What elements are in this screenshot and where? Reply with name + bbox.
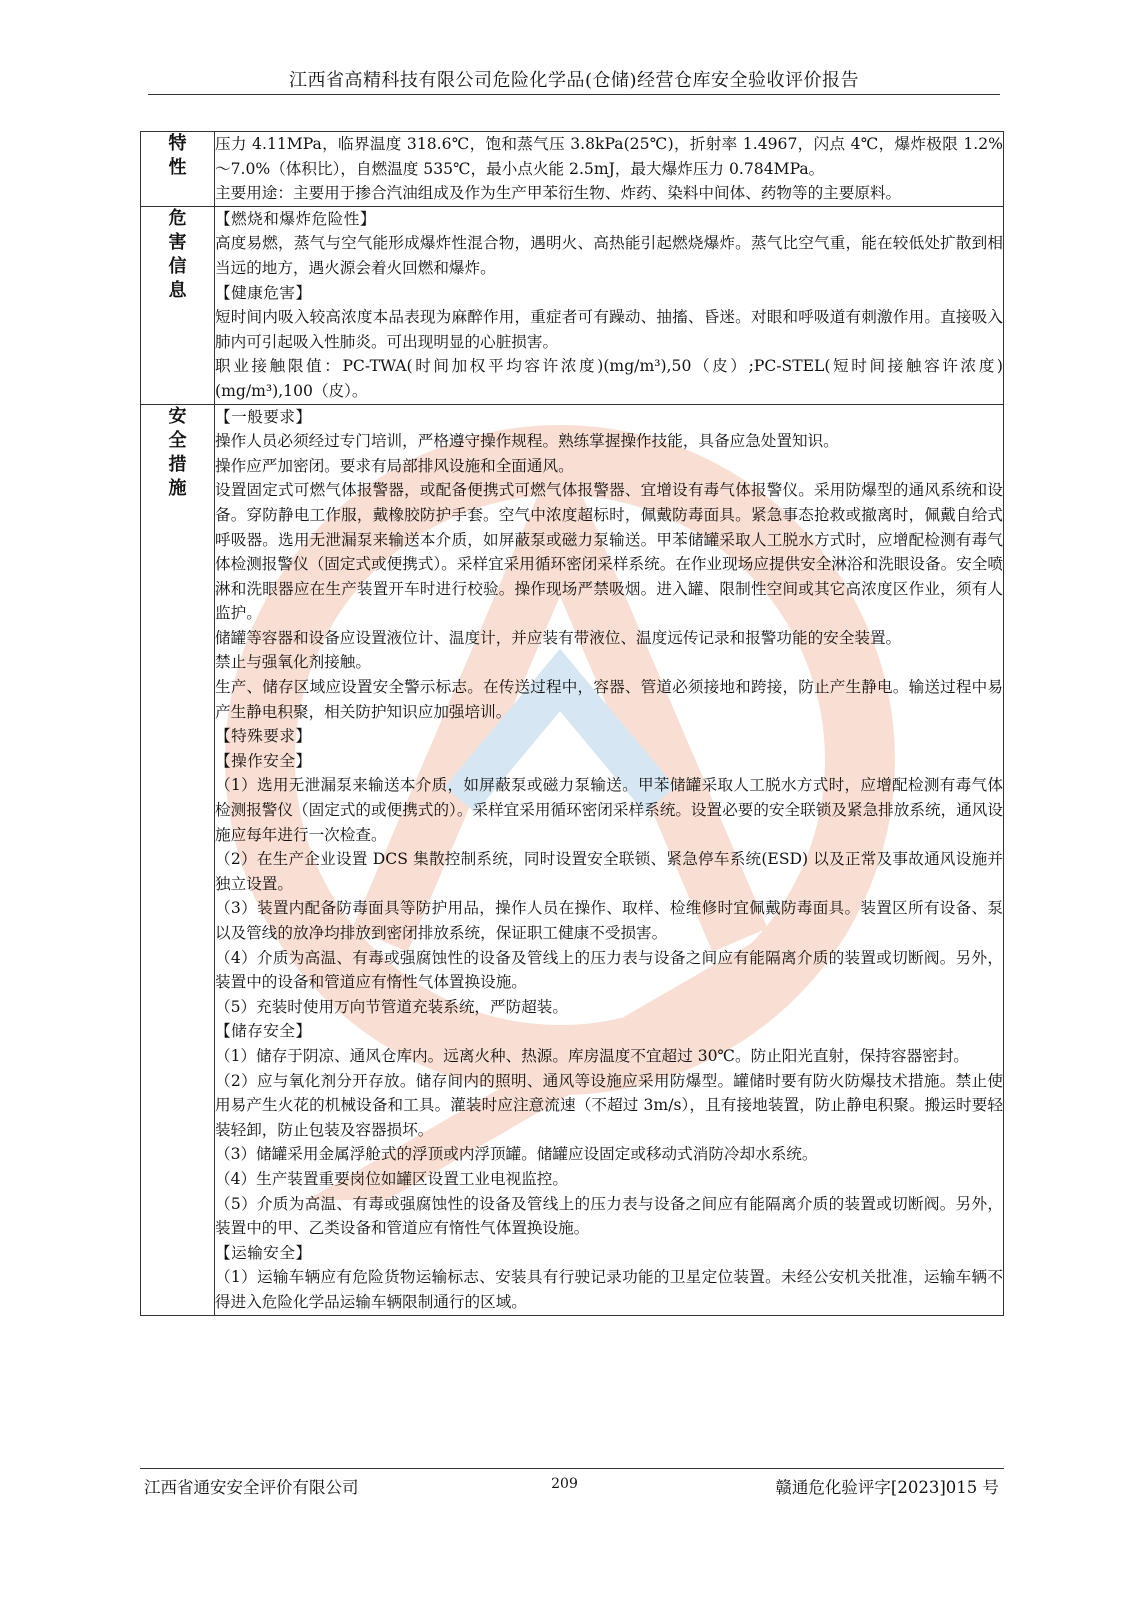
- paragraph: 操作应严加密闭。要求有局部排风设施和全面通风。: [215, 456, 574, 475]
- footer-company: 江西省通安安全评价有限公司: [144, 1478, 359, 1497]
- safety-data-table: [140, 131, 1004, 1316]
- table-row-hazard-info: [141, 206, 1004, 404]
- heading-char: 危: [168, 207, 187, 229]
- paragraph: 储罐等容器和设备应设置液位计、温度计，并应装有带液位、温度远传记录和报警功能的安全装置。: [215, 628, 902, 647]
- section-label: 【一般要求】: [215, 407, 312, 426]
- section-label: 【操作安全】: [215, 751, 312, 770]
- table-row-safety-measures: [141, 404, 1004, 1315]
- row-heading-safety-measures: [141, 404, 215, 1315]
- paragraph: （3）装置内配备防毒面具等防护用品，操作人员在操作、取样、检维修时宜佩戴防毒面具。装置区所有设备、泵以及管线的放净均排放到密闭排放系统，保证职工健康不受损害。: [215, 899, 1003, 942]
- row-heading-hazard-info: [141, 206, 215, 404]
- footer-rule: [140, 1468, 1004, 1469]
- paragraph: 职业接触限值：PC-TWA(时间加权平均容许浓度)(mg/m³),50（皮）;PC-STEL(短时间接触容许浓度)(mg/m³),100（皮）。: [215, 357, 1003, 400]
- paragraph: 主要用途：主要用于掺合汽油组成及作为生产甲苯衍生物、炸药、染料中间体、药物等的主要原料。: [215, 184, 902, 203]
- paragraph: （2）应与氧化剂分开存放。储存间内的照明、通风等设施应采用防爆型。罐储时要有防火防爆技术措施。禁止使用易产生火花的机械设备和工具。灌装时应注意流速（不超过 3m/s），且有接地装置，防止静电积聚。搬运时要轻装轻卸，防止包装及容器损坏。: [215, 1071, 1003, 1139]
- paragraph: （1）运输车辆应有危险货物运输标志、安装具有行驶记录功能的卫星定位装置。未经公安机关批准，运输车辆不得进入危险化学品运输车辆限制通行的区域。: [215, 1268, 1003, 1311]
- paragraph: （1）储存于阴凉、通风仓库内。远离火种、热源。库房温度不宜超过 30℃。防止阳光直射，保持容器密封。: [215, 1046, 969, 1065]
- section-label: 【运输安全】: [215, 1243, 312, 1262]
- heading-char: 特: [168, 133, 187, 154]
- paragraph: （4）介质为高温、有毒或强腐蚀性的设备及管线上的压力表与设备之间应有能隔离介质的装置或切断阀。另外，装置中的设备和管道应有惰性气体置换设施。: [215, 948, 1003, 992]
- row-body-hazard-info: [215, 206, 1004, 404]
- heading-char: 信: [168, 255, 187, 277]
- paragraph: （5）介质为高温、有毒或强腐蚀性的设备及管线上的压力表与设备之间应有能隔离介质的装置或切断阀。另外，装置中的甲、乙类设备和管道应有惰性气体置换设施。: [215, 1194, 1003, 1238]
- footer-doc-number: 赣通危化验评字[2023]015 号: [775, 1478, 999, 1497]
- row-heading-properties: [141, 132, 215, 207]
- paragraph: （3）储罐采用金属浮舱式的浮顶或内浮顶罐。储罐应设固定或移动式消防冷却水系统。: [215, 1145, 818, 1164]
- paragraph: 短时间内吸入较高浓度本品表现为麻醉作用，重症者可有躁动、抽搐、昏迷。对眼和呼吸道有刺激作用。直接吸入肺内可引起吸入性肺炎。可出现明显的心脏损害。: [215, 308, 1003, 351]
- section-label: 【健康危害】: [215, 283, 312, 302]
- heading-char: 安: [168, 405, 187, 427]
- header-rule: [148, 94, 1000, 95]
- section-label: 【储存安全】: [215, 1022, 312, 1041]
- row-body-safety-measures: [215, 404, 1004, 1315]
- paragraph: 高度易燃，蒸气与空气能形成爆炸性混合物，遇明火、高热能引起燃烧爆炸。蒸气比空气重，能在较低处扩散到相当远的地方，遇火源会着火回燃和爆炸。: [215, 234, 1003, 277]
- paragraph: 操作人员必须经过专门培训，严格遵守操作规程。熟练掌握操作技能，具备应急处置知识。: [215, 432, 839, 451]
- row-body-properties: [215, 132, 1004, 207]
- section-label: 【特殊要求】: [215, 727, 312, 746]
- heading-char: 措: [168, 453, 187, 475]
- table-row-properties: [141, 132, 1004, 207]
- paragraph: 设置固定式可燃气体报警器，或配备便携式可燃气体报警器、宜增设有毒气体报警仪。采用防爆型的通风系统和设备。穿防静电工作服，戴橡胶防护手套。空气中浓度超标时，佩戴防毒面具。紧急事态抢救或撤离时，佩戴自给式呼吸器。选用无泄漏泵来输送本介质，如屏蔽泵或磁力泵输送。甲苯储罐采取人工脱水方式时，应增配检测有毒气体检测报警仪（固定式或便携式）。采样宜采用循环密闭采样系统。在作业现场应提供安全淋浴和洗眼设备。安全喷淋和洗眼器应在生产装置开车时进行校验。操作现场严禁吸烟。进入罐、限制性空间或其它高浓度区作业，须有人监护。: [215, 481, 1003, 623]
- paragraph: （1）选用无泄漏泵来输送本介质，如屏蔽泵或磁力泵输送。甲苯储罐采取人工脱水方式时，应增配检测有毒气体检测报警仪（固定式的或便携式的）。采样宜采用循环密闭采样系统。设置必要的安全联锁及紧急排放系统，通风设施应每年进行一次检查。: [215, 776, 1003, 844]
- paragraph: 禁止与强氧化剂接触。: [215, 653, 371, 672]
- paragraph: （5）充装时使用万向节管道充装系统，严防超装。: [215, 997, 568, 1016]
- paragraph: （2）在生产企业设置 DCS 集散控制系统，同时设置安全联锁、紧急停车系统(ESD) 以及正常及事故通风设施并独立设置。: [215, 850, 1003, 893]
- paragraph: （4）生产装置重要岗位如罐区设置工业电视监控。: [215, 1169, 568, 1188]
- heading-char: 施: [168, 477, 187, 499]
- paragraph: 生产、储存区域应设置安全警示标志。在传送过程中，容器、管道必须接地和跨接，防止产生静电。输送过程中易产生静电积聚，相关防护知识应加强培训。: [215, 678, 1003, 721]
- page-number: 209: [551, 1476, 578, 1492]
- paragraph: 压力 4.11MPa，临界温度 318.6℃，饱和蒸气压 3.8kPa(25℃)，折射率 1.4967，闪点 4℃，爆炸极限 1.2%～7.0%（体积比），自燃温度 535℃，最小点火能 2.5mJ，最大爆炸压力 0.784MPa。: [215, 135, 1003, 178]
- heading-char: 息: [168, 279, 187, 301]
- page-header-title: 江西省高精科技有限公司危险化学品(仓储)经营仓库安全验收评价报告: [288, 70, 860, 91]
- heading-char: 害: [168, 231, 187, 253]
- heading-char: 全: [168, 429, 187, 451]
- heading-char: 性: [168, 157, 187, 178]
- section-label: 【燃烧和爆炸危险性】: [215, 209, 376, 228]
